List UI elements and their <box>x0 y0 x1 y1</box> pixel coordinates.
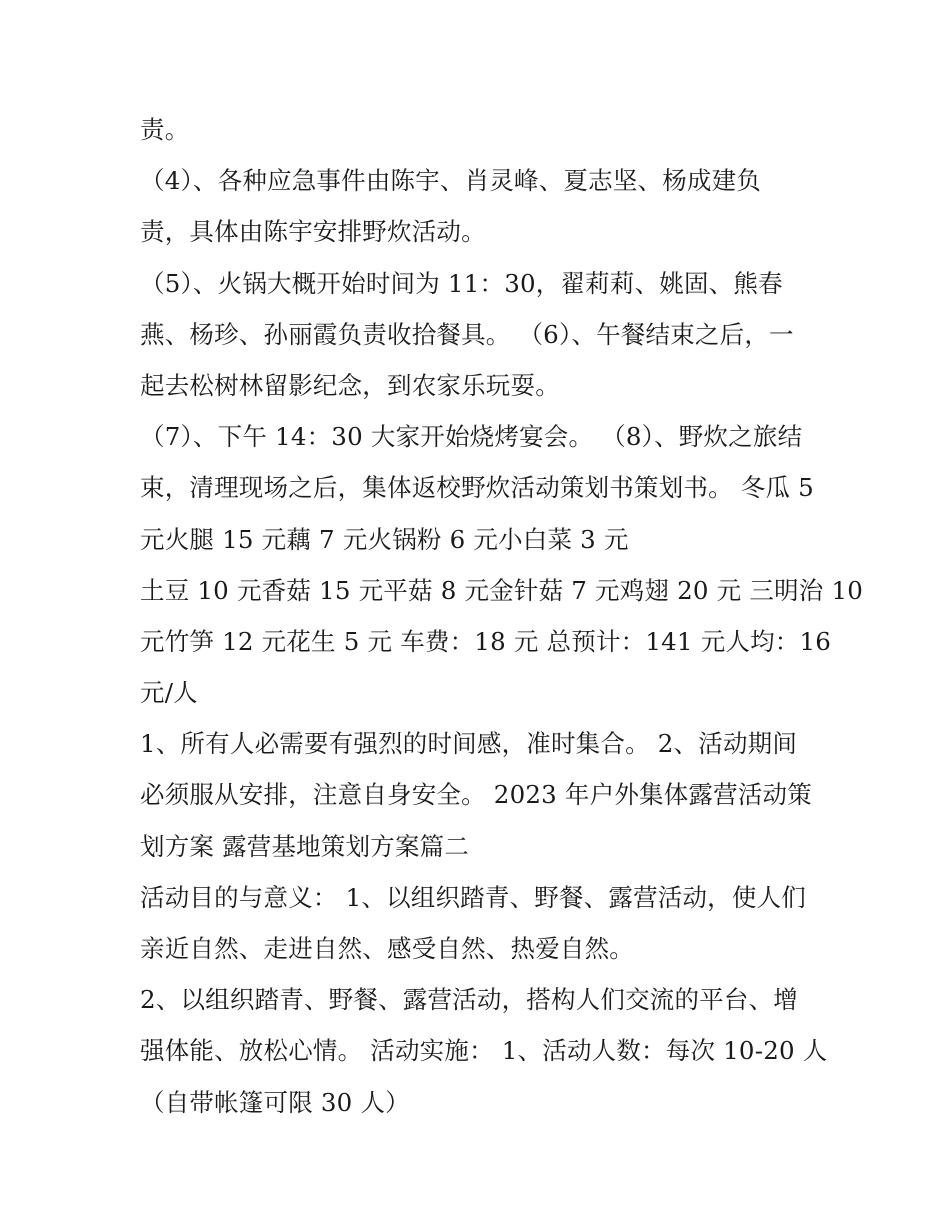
text-line: （7）、下午 14：30 大家开始烧烤宴会。 （8）、野炊之旅结 <box>140 422 803 452</box>
text-line: 亲近自然、走进自然、感受自然、热爱自然。 <box>140 934 634 963</box>
text-line: 强体能、放松心情。 活动实施： 1、活动人数：每次 10-20 人 <box>140 1036 828 1066</box>
text-line: 燕、杨珍、孙丽霞负责收拾餐具。 （6）、午餐结束之后，一 <box>140 319 794 349</box>
text-line: 1、所有人必需要有强烈的时间感，准时集合。 2、活动期间 <box>140 729 798 759</box>
text-line: 土豆 10 元香菇 15 元平菇 8 元金针菇 7 元鸡翅 20 元 三明治 10 <box>140 575 864 605</box>
text-line: （4）、各种应急事件由陈宇、肖灵峰、夏志坚、杨成建负 <box>140 166 762 196</box>
text-line: 必须服从安排，注意自身安全。 2023 年户外集体露营活动策 <box>140 780 812 810</box>
text-line: （5）、火锅大概开始时间为 11：30，翟莉莉、姚固、熊春 <box>140 268 783 298</box>
text-line: 元竹笋 12 元花生 5 元 车费：18 元 总预计：141 元人均：16 <box>140 626 832 656</box>
text-line: 责。 <box>140 115 190 144</box>
text-line: 元/人 <box>140 678 198 708</box>
text-line: （自带帐篷可限 30 人） <box>140 1087 410 1117</box>
text-line: 起去松树林留影纪念，到农家乐玩耍。 <box>140 370 560 400</box>
text-line: 划方案 露营基地策划方案篇二 <box>140 831 470 861</box>
text-line: 2、以组织踏青、野餐、露营活动，搭构人们交流的平台、增 <box>140 985 798 1015</box>
text-line: 元火腿 15 元藕 7 元火锅粉 6 元小白菜 3 元 <box>140 524 629 554</box>
document-body <box>140 104 864 1128</box>
text-line: 活动目的与意义： 1、以组织踏青、野餐、露营活动，使人们 <box>140 882 806 912</box>
text-line: 责，具体由陈宇安排野炊活动。 <box>140 217 486 247</box>
text-line: 束，清理现场之后，集体返校野炊活动策划书策划书。 冬瓜 5 <box>140 473 814 503</box>
